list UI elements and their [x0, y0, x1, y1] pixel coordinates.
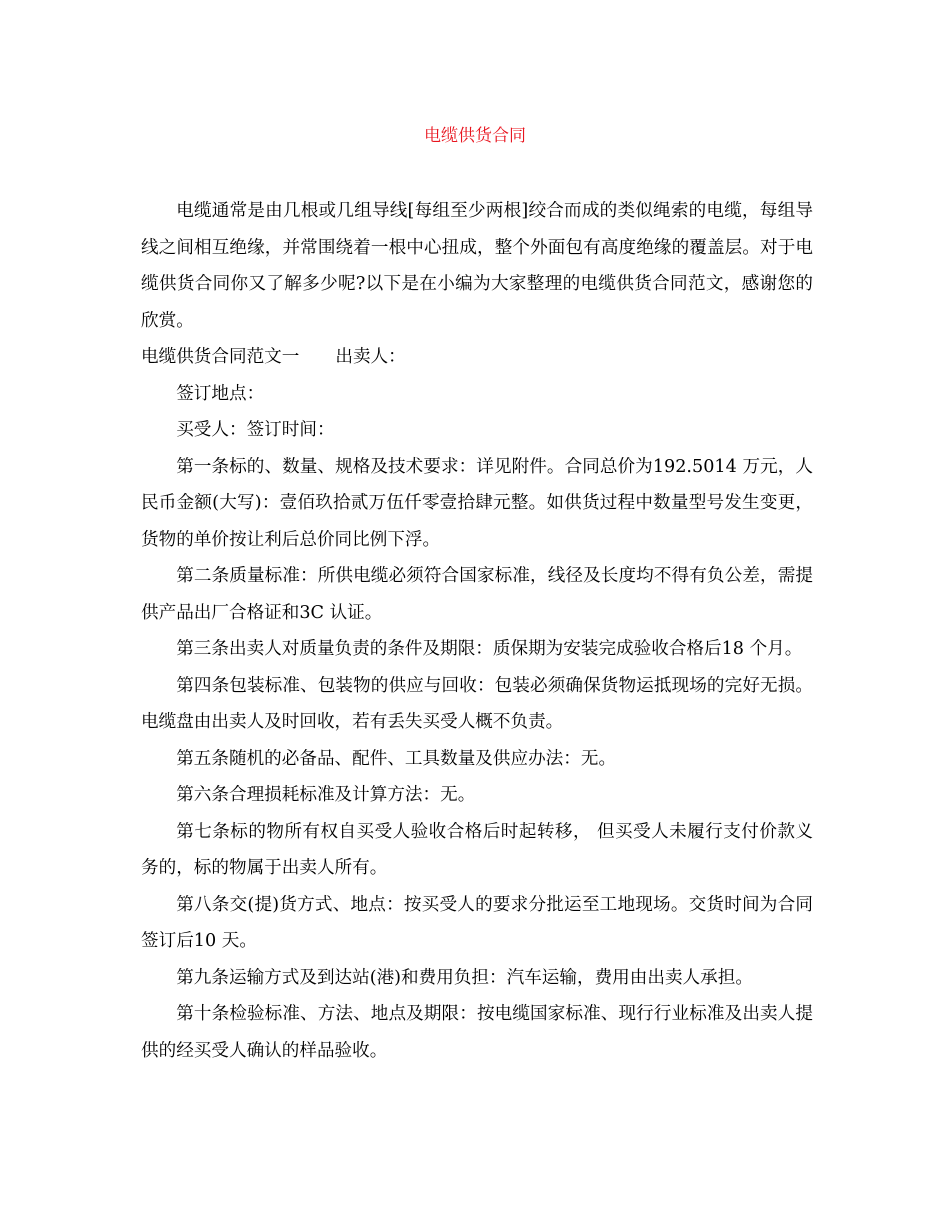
- clause-3: 第三条出卖人对质量负责的条件及期限：质保期为安装完成验收合格后18 个月。: [176, 639, 803, 659]
- clause-9: 第九条运输方式及到达站(港)和费用负担：汽车运输，费用由出卖人承担。: [176, 967, 753, 988]
- sample-heading: 电缆供货合同范文一: [141, 347, 300, 367]
- clause-4: 第四条包装标准、包装物的供应与回收：包装必须确保货物运抵现场的完好无损。电缆盘由出卖人及时回收，若有丢失买受人概不负责。: [141, 675, 813, 732]
- intro-paragraph: 电缆通常是由几根或几组导线[每组至少两根]绞合而成的类似绳索的电缆，每组导线之间相互绝缘，并常围绕着一根中心扭成，整个外面包有高度绝缘的覆盖层。对于电缆供货合同你又了解多少呢?以下是在小编为大家整理的电缆供货合同范文，感谢您的欣赏。: [141, 201, 813, 331]
- clause-7: 第七条标的物所有权自买受人验收合格后时起转移， 但买受人未履行支付价款义务的，标的物属于出卖人所有。: [141, 821, 813, 878]
- clause-1: 第一条标的、数量、规格及技术要求：详见附件。合同总价为192.5014 万元，人民币金额(大写)：壹佰玖拾贰万伍仟零壹拾肆元整。如供货过程中数量型号发生变更，货物的单价按让利后总价同比例下浮。: [141, 456, 813, 550]
- document-title: 电缆供货合同: [424, 126, 526, 146]
- clause-6: 第六条合理损耗标准及计算方法：无。: [176, 785, 476, 805]
- clause-8: 第八条交(提)货方式、地点：按买受人的要求分批运至工地现场。交货时间为合同签订后10 天。: [141, 894, 813, 951]
- signing-place-line: 签订地点：: [176, 383, 265, 404]
- clause-5: 第五条随机的必备品、配件、工具数量及供应办法：无。: [176, 748, 617, 769]
- clause-2: 第二条质量标准：所供电缆必须符合国家标准，线径及长度均不得有负公差，需提供产品出厂合格证和3C 认证。: [141, 566, 813, 623]
- clause-10: 第十条检验标准、方法、地点及期限：按电缆国家标准、现行行业标准及出卖人提供的经买受人确认的样品验收。: [141, 1004, 813, 1061]
- sample-heading-line: [141, 339, 813, 376]
- seller-label: 出卖人：: [335, 347, 406, 367]
- document-body: [141, 193, 813, 1069]
- buyer-time-line: 买受人：签订时间：: [176, 420, 335, 440]
